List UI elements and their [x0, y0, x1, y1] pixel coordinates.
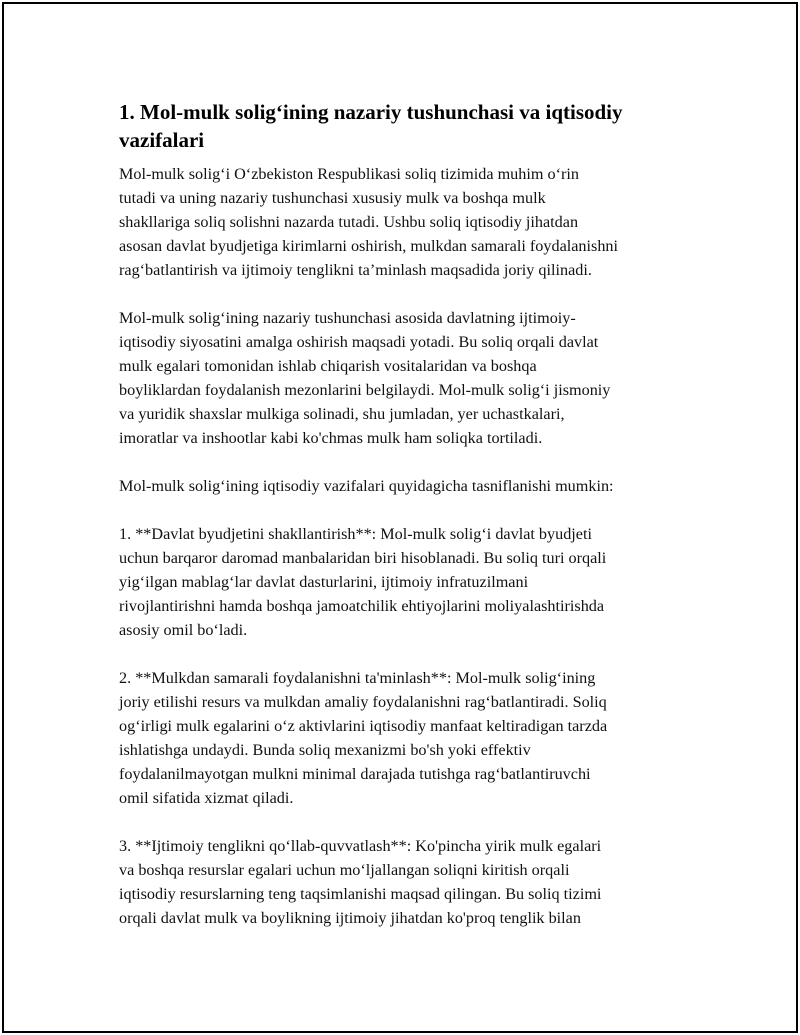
paragraph-functions-intro: [119, 474, 699, 498]
list-item-3: [119, 834, 699, 930]
text-line: asosiy omil bo‘ladi.: [119, 621, 248, 639]
text-line: omil sifatida xizmat qiladi.: [119, 789, 294, 807]
title-line: vazifalari: [119, 128, 205, 152]
text-line: 2. **Mulkdan samarali foydalanishni ta'minlash**: Mol-mulk solig‘ining: [119, 669, 596, 687]
section-title: [119, 98, 699, 154]
list-item-1: [119, 522, 699, 642]
text-line: iqtisodiy siyosatini amalga oshirish maqsadi yotadi. Bu soliq orqali davlat: [119, 333, 599, 351]
text-line: rag‘batlantirish va ijtimoiy tenglikni ta’minlash maqsadida joriy qilinadi.: [119, 261, 592, 279]
text-line: Mol-mulk solig‘ining iqtisodiy vazifalari quyidagicha tasniflanishi mumkin:: [119, 477, 614, 495]
text-line: va yuridik shaxslar mulkiga solinadi, shu jumladan, yer uchastkalari,: [119, 405, 565, 423]
text-line: tutadi va uning nazariy tushunchasi xususiy mulk va boshqa mulk: [119, 189, 546, 207]
text-line: 3. **Ijtimoiy tenglikni qo‘llab-quvvatlash**: Ko'pincha yirik mulk egalari: [119, 837, 602, 855]
text-line: iqtisodiy resurslarning teng taqsimlanishi maqsad qilingan. Bu soliq tizimi: [119, 885, 602, 903]
text-line: orqali davlat mulk va boylikning ijtimoiy jihatdan ko'proq tenglik bilan: [119, 909, 581, 927]
text-line: va boshqa resurslar egalari uchun mo‘ljallangan soliqni kiritish orqali: [119, 861, 570, 879]
text-line: imoratlar va inshootlar kabi ko'chmas mulk ham soliqka tortiladi.: [119, 429, 543, 447]
text-line: ishlatishga undaydi. Bunda soliq mexanizmi bo'sh yoki effektiv: [119, 741, 531, 759]
document-content: [119, 98, 699, 954]
text-line: yig‘ilgan mablag‘lar davlat dasturlarini, ijtimoiy infratuzilmani: [119, 573, 529, 591]
text-line: 1. **Davlat byudjetini shakllantirish**: Mol-mulk solig‘i davlat byudjeti: [119, 525, 592, 543]
text-line: mulk egalari tomonidan ishlab chiqarish vositalaridan va boshqa: [119, 357, 537, 375]
text-line: rivojlantirishni hamda boshqa jamoatchilik ehtiyojlarini moliyalashtirishda: [119, 597, 605, 615]
text-line: og‘irligi mulk egalarini o‘z aktivlarini iqtisodiy manfaat keltiradigan tarzda: [119, 717, 608, 735]
paragraph-theory: [119, 306, 699, 450]
paragraph-intro: [119, 162, 699, 282]
text-line: boyliklardan foydalanish mezonlarini belgilaydi. Mol-mulk solig‘i jismoniy: [119, 381, 611, 399]
document-page: [2, 2, 798, 1033]
text-line: asosan davlat byudjetiga kirimlarni oshirish, mulkdan samarali foydalanishni: [119, 237, 619, 255]
list-item-2: [119, 666, 699, 810]
text-line: uchun barqaror daromad manbalaridan biri hisoblanadi. Bu soliq turi orqali: [119, 549, 607, 567]
text-line: foydalanilmayotgan mulkni minimal darajada tutishga rag‘batlantiruvchi: [119, 765, 591, 783]
title-line: 1. Mol-mulk solig‘ining nazariy tushunchasi va iqtisodiy: [119, 100, 623, 124]
text-line: shakllariga soliq solishni nazarda tutadi. Ushbu soliq iqtisodiy jihatdan: [119, 213, 579, 231]
text-line: Mol-mulk solig‘i O‘zbekiston Respublikasi soliq tizimida muhim o‘rin: [119, 165, 579, 183]
text-line: joriy etilishi resurs va mulkdan amaliy foydalanishni rag‘batlantiradi. Soliq: [119, 693, 607, 711]
text-line: Mol-mulk solig‘ining nazariy tushunchasi asosida davlatning ijtimoiy-: [119, 309, 576, 327]
